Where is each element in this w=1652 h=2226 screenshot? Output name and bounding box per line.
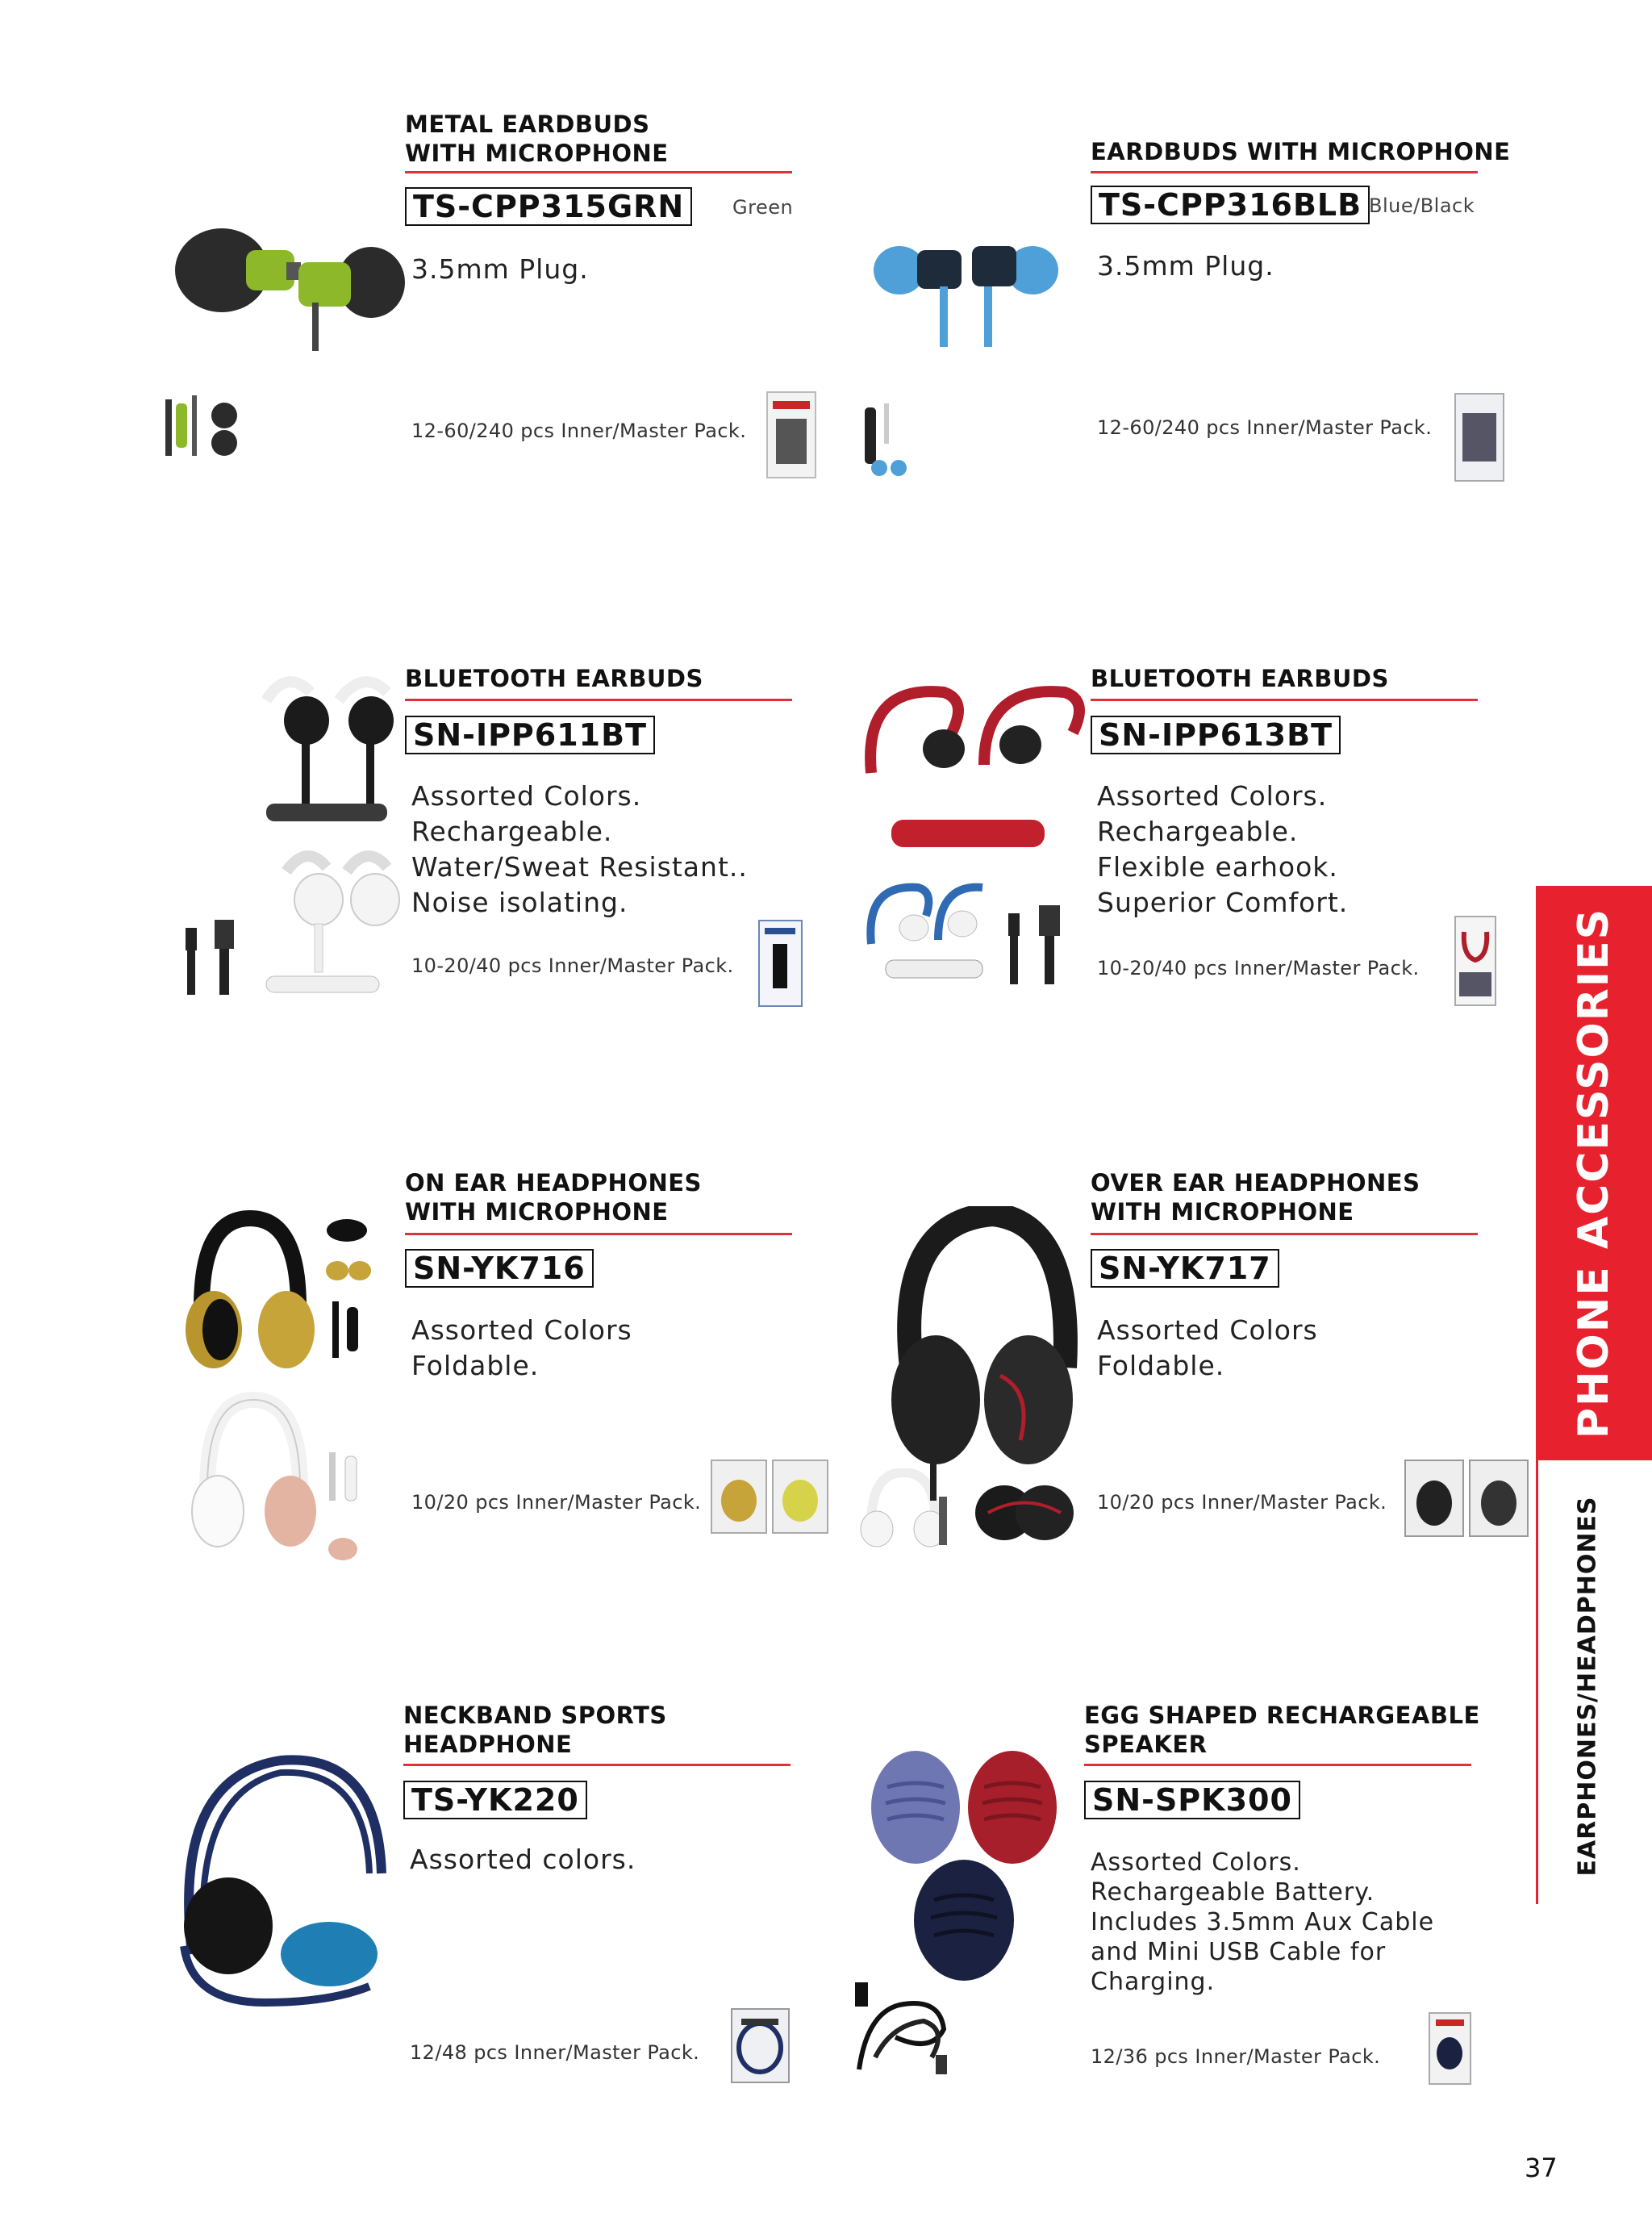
feature-list <box>1091 1848 1434 1997</box>
egg-speaker-photo <box>863 1747 1065 1985</box>
title-underline <box>1091 699 1478 701</box>
title-underline <box>405 171 792 173</box>
product-code: SN-YK717 <box>1091 1249 1279 1288</box>
feature-list <box>1097 248 1274 284</box>
pack-info: 10/20 pcs Inner/Master Pack. <box>411 1491 702 1514</box>
headphone-cable-icon <box>926 1456 950 1549</box>
product-title-line: ON EAR HEADPHONES <box>405 1169 702 1197</box>
feature-item: Rechargeable. <box>411 816 613 847</box>
feature-item: Includes 3.5mm Aux Cable <box>1091 1908 1435 1936</box>
retail-package-icon <box>1454 393 1504 482</box>
eardbuds-product-photo <box>867 218 1061 347</box>
pack-info: 12-60/240 pcs Inner/Master Pack. <box>1097 416 1433 439</box>
product-title-line: BLUETOOTH EARBUDS <box>1091 665 1389 692</box>
feature-item: Assorted Colors. <box>411 780 642 812</box>
on-ear-headphones-photo-gold <box>181 1210 319 1372</box>
pack-info: 10/20 pcs Inner/Master Pack. <box>1097 1491 1387 1514</box>
feature-item: Flexible earhook. <box>1097 851 1338 883</box>
product-title-line: WITH MICROPHONE <box>405 1198 669 1226</box>
eardbuds-accessories-photo <box>161 391 242 464</box>
product-title-line: OVER EAR HEADPHONES <box>1091 1169 1420 1197</box>
product-code: SN-YK716 <box>405 1249 594 1288</box>
feature-item: Foldable. <box>411 1350 540 1381</box>
product-code: TS-YK220 <box>403 1781 587 1819</box>
pack-info: 12/36 pcs Inner/Master Pack. <box>1091 2045 1381 2068</box>
usb-cable-icon <box>179 920 244 996</box>
color-label: Blue/Black <box>1369 194 1475 217</box>
side-tab-divider <box>1536 1460 1538 1904</box>
pack-info: 12/48 pcs Inner/Master Pack. <box>410 2041 700 2064</box>
feature-list <box>1097 1313 1318 1384</box>
retail-package-icon <box>710 1459 831 1535</box>
side-tab-subtitle: EARPHONES/HEADPHONES <box>1573 1496 1602 1877</box>
usb-cable-icon <box>1002 905 1070 986</box>
feature-list <box>411 1313 632 1384</box>
feature-item: 3.5mm Plug. <box>1097 250 1274 282</box>
folded-headphones-photo <box>972 1476 1077 1545</box>
pack-info: 10-20/40 pcs Inner/Master Pack. <box>1097 957 1420 979</box>
feature-item: 3.5mm Plug. <box>411 253 589 285</box>
product-title-line: EARDBUDS WITH MICROPHONE <box>1091 138 1511 165</box>
feature-item: Rechargeable. <box>1097 816 1299 847</box>
pack-info: 10-20/40 pcs Inner/Master Pack. <box>411 954 734 977</box>
feature-item: Assorted colors. <box>410 1844 636 1875</box>
color-label: Green <box>732 196 794 219</box>
retail-package-icon <box>766 391 816 478</box>
product-title-line: METAL EARDBUDS <box>405 111 650 138</box>
title-underline <box>1091 171 1478 173</box>
aux-usb-cables-photo <box>851 1981 956 2078</box>
over-ear-headphones-photo-black <box>879 1206 1081 1476</box>
product-code: SN-IPP613BT <box>1091 716 1341 754</box>
feature-item: Rechargeable Battery. <box>1091 1878 1375 1907</box>
product-title-line: HEADPHONE <box>403 1731 573 1758</box>
feature-item: Superior Comfort. <box>1097 887 1349 918</box>
product-title-line: EGG SHAPED RECHARGEABLE <box>1084 1702 1480 1729</box>
product-title-line: SPEAKER <box>1084 1731 1208 1758</box>
product-code: SN-SPK300 <box>1084 1781 1300 1819</box>
title-underline <box>1091 1233 1478 1235</box>
product-code: SN-IPP611BT <box>405 716 655 754</box>
feature-item: Assorted Colors. <box>1097 780 1328 812</box>
side-tab-title: PHONE ACCESSORIES <box>1570 907 1618 1439</box>
neckband-headphone-photo <box>176 1744 398 2023</box>
pack-info: 12-60/240 pcs Inner/Master Pack. <box>411 420 747 442</box>
retail-package-icon <box>1404 1459 1531 1539</box>
feature-list <box>411 779 748 921</box>
product-title-line: WITH MICROPHONE <box>405 140 669 167</box>
product-code: TS-CPP315GRN <box>405 187 692 226</box>
feature-item: Assorted Colors. <box>1091 1848 1301 1877</box>
headphone-parts-photo <box>323 1452 371 1565</box>
retail-package-icon <box>1454 916 1496 1006</box>
on-ear-headphones-photo-white <box>187 1392 320 1553</box>
feature-item: Assorted Colors <box>1097 1314 1318 1346</box>
side-tab-section <box>1536 886 1652 1460</box>
headphone-parts-photo <box>323 1214 379 1392</box>
feature-item: Assorted Colors <box>411 1314 632 1346</box>
feature-item: Charging. <box>1091 1968 1216 1996</box>
feature-item: Water/Sweat Resistant.. <box>411 851 748 883</box>
metal-eardbuds-product-photo <box>165 214 407 351</box>
feature-list <box>1097 779 1348 921</box>
feature-list <box>411 252 589 287</box>
eardbuds-accessories-photo <box>863 403 912 484</box>
feature-item: Noise isolating. <box>411 887 628 918</box>
title-underline <box>1084 1764 1471 1766</box>
feature-item: and Mini USB Cable for <box>1091 1938 1387 1966</box>
product-title-line: NECKBAND SPORTS <box>403 1702 667 1729</box>
feature-list <box>410 1842 636 1877</box>
bluetooth-earbuds-photo-black <box>250 668 407 829</box>
product-code: TS-CPP316BLB <box>1091 186 1370 224</box>
bluetooth-earbuds-photo-white <box>250 843 407 1000</box>
product-title-line: WITH MICROPHONE <box>1091 1198 1354 1226</box>
bluetooth-earhook-photo-red <box>855 676 1089 860</box>
product-title-line: BLUETOOTH EARBUDS <box>405 665 703 692</box>
title-underline <box>405 699 792 701</box>
page-number: 37 <box>1525 2153 1558 2183</box>
feature-item: Foldable. <box>1097 1350 1225 1381</box>
title-underline <box>403 1764 791 1766</box>
title-underline <box>405 1233 792 1235</box>
retail-package-icon <box>1428 2011 1472 2086</box>
retail-package-icon <box>758 920 803 1007</box>
retail-package-icon <box>730 2007 791 2084</box>
bluetooth-earhook-photo-blue <box>861 879 991 984</box>
